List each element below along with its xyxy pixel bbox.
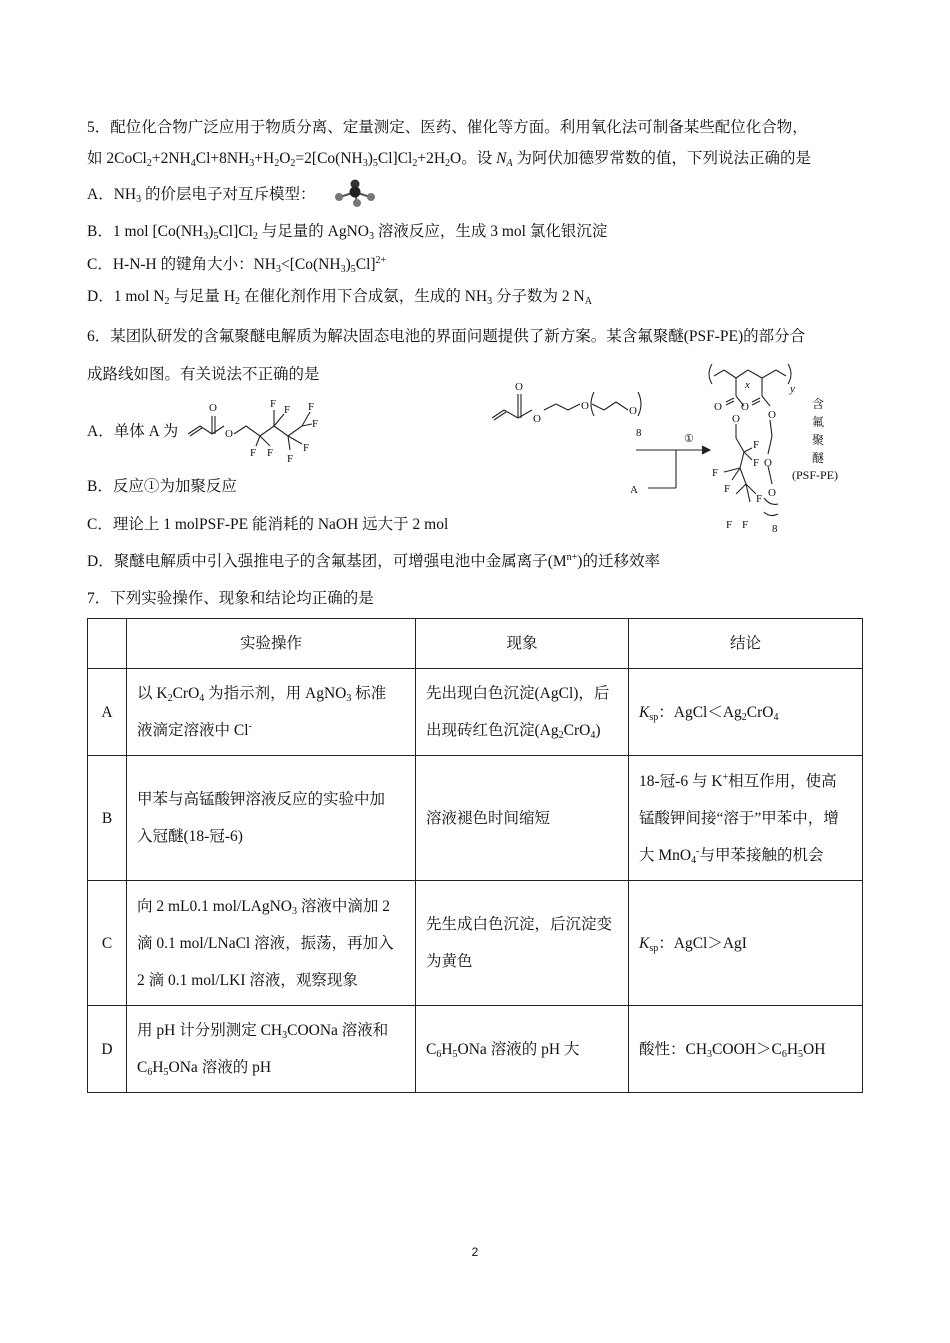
header-phenomenon: 现象 (416, 619, 629, 669)
subscript-x: x (745, 379, 750, 391)
route-o-end: O (629, 405, 637, 417)
route-o-carbonyl: O (515, 381, 523, 393)
conclusion-cell: 酸性：$CH_3COOH>C_6H_5OH$ (629, 1006, 863, 1093)
monomer-f4: F (284, 404, 291, 416)
q5-option-c: C．H-N-H 的键角大小：$NH_3<[Co(NH_3)_5Cl]^{2+}$ (87, 255, 387, 275)
reactant-a-label: A (630, 484, 638, 496)
header-operation: 实验操作 (127, 619, 416, 669)
polymer-o5: O (764, 457, 772, 469)
operation-cell: 甲苯与高锰酸钾溶液反应的实验中加 入冠醚(18-冠-6) (127, 756, 416, 881)
polymer-f4: F (724, 483, 731, 495)
experiment-table (87, 618, 863, 1093)
phenomenon-cell: 先出现白色沉淀(AgCl)，后 出现砖红色沉淀$(Ag_2CrO_4)$ (416, 669, 629, 756)
q6-option-b: B．反应①为加聚反应 (87, 478, 237, 495)
monomer-o-ester: O (225, 428, 233, 440)
operation-cell: 以 $K_2CrO_4$ 为指示剂，用 AgNO$_3$ 标准 液滴定溶液中 Cl- (127, 669, 416, 756)
row-label: C (88, 881, 127, 1006)
monomer-f3: F (270, 398, 277, 410)
q7-stem: 7．下列实验操作、现象和结论均正确的是 (87, 590, 374, 607)
q6-option-c: C．理论上 1 molPSF-PE 能消耗的 NaOH 远大于 2 mol (87, 516, 449, 533)
polymer-o1: O (714, 401, 722, 413)
table-header-row (88, 619, 863, 669)
phenomenon-cell: 先生成白色沉淀，后沉淀变 为黄色 (416, 881, 629, 1006)
q5-option-b: B．1 mol $[Co(NH_3)_5Cl]Cl_2$ 与足量的 AgNO$_3$ 溶液反应，生成 3 mol 氯化银沉淀 (87, 223, 608, 242)
conclusion-cell: $K_{sp}$：AgCl＞AgI (629, 881, 863, 1006)
monomer-f1: F (250, 447, 257, 459)
conclusion-cell: $K_{sp}$：$AgCl<Ag_2CrO_4$ (629, 669, 863, 756)
header-label (88, 619, 127, 669)
conclusion-cell: 18-冠-6 与 K+相互作用，使高 锰酸钾间接“溶于”甲苯中，增 大 MnO$_4$-与甲苯接触的机会 (629, 756, 863, 881)
route-o-ester: O (533, 413, 541, 425)
subscript-y: y (790, 383, 795, 395)
q6-option-d: D．聚醚电解质中引入强推电子的含氟基团，可增强电池中金属离子$(M^{n+})$的迁移效率 (87, 552, 660, 570)
operation-cell: 向 2 mL0.1 mol/LAgNO$_3$ 溶液中滴加 2 滴 0.1 mol/LNaCl 溶液，振荡，再加入 2 滴 0.1 mol/LKI 溶液，观察现象 (127, 881, 416, 1006)
page-number: 2 (471, 1245, 479, 1259)
q6-option-a: A．单体 A 为 (87, 423, 179, 440)
row-label: B (88, 756, 127, 881)
polymer-f2: F (753, 457, 760, 469)
phenomenon-cell: 溶液褪色时间缩短 (416, 756, 629, 881)
polymer-repeat-8: 8 (772, 523, 778, 534)
table-row-c (88, 881, 863, 1006)
phenomenon-cell: $C_6H_5ONa$ 溶液的 pH 大 (416, 1006, 629, 1093)
polymer-f1: F (753, 439, 760, 451)
vsepr-model-image (332, 178, 378, 213)
synthesis-route-figure (488, 362, 868, 539)
operation-cell: 用 pH 计分别测定 $CH_3COONa$ 溶液和 $C_6H_5ONa$ 溶液的 pH (127, 1006, 416, 1093)
polymer-f7: F (742, 519, 749, 531)
q6-stem-line-2: 成路线如图。有关说法不正确的是 (87, 366, 320, 383)
polymer-o4: O (768, 409, 776, 421)
polymer-f5: F (756, 493, 763, 505)
polymer-f6: F (726, 519, 733, 531)
route-o-ether: O (581, 400, 589, 412)
monomer-f6: F (303, 442, 310, 454)
q5-option-d: D．1 mol $N_2$ 与足量 $H_2$ 在催化剂作用下合成氨，生成的 $NH_3$ 分子数为 2 $N_A$ (87, 288, 592, 307)
polymer-o2: O (732, 413, 740, 425)
table-row-b (88, 756, 863, 881)
product-abbreviation: (PSF-PE) (792, 468, 839, 482)
monomer-o-carbonyl: O (209, 402, 217, 414)
row-label: A (88, 669, 127, 756)
header-conclusion: 结论 (629, 619, 863, 669)
q6-stem-line-1: 6．某团队研发的含氟聚醚电解质为解决固态电池的界面问题提供了新方案。某含氟聚醚(PSF-PE)的部分合 (87, 328, 806, 345)
product-name-char-2: 氟 (812, 415, 825, 429)
q5-option-a: A．$NH_3$ 的价层电子对互斥模型： (87, 186, 316, 205)
monomer-f8: F (312, 418, 319, 430)
q5-stem-line-1: 5．配位化合物广泛应用于物质分离、定量测定、医药、催化等方面。利用氧化法可制备某些配位化合物， (87, 119, 808, 136)
q5-stem-line-2: 如 $2CoCl_2+2NH_4Cl+8NH_3+H_2O_2=2[Co(NH_3)_5Cl]Cl_2+2H_2O$。设 $N_A$ 为阿伏加德罗常数的值，下列说法正确的是 (87, 150, 811, 169)
product-name-char-1: 含 (812, 397, 825, 411)
monomer-f5: F (287, 453, 294, 465)
polymer-f3: F (712, 467, 719, 479)
table-row-d (88, 1006, 863, 1093)
table-row-a (88, 669, 863, 756)
reaction-step-label: ① (684, 433, 694, 445)
polymer-o3: O (741, 401, 749, 413)
monomer-f7: F (308, 401, 315, 413)
product-name-char-3: 聚 (812, 433, 825, 447)
product-name-char-4: 醚 (812, 451, 825, 465)
monomer-f2: F (267, 447, 274, 459)
polymer-o6: O (768, 487, 776, 499)
route-repeat-8: 8 (636, 427, 642, 439)
monomer-a-structure (184, 394, 334, 471)
row-label: D (88, 1006, 127, 1093)
